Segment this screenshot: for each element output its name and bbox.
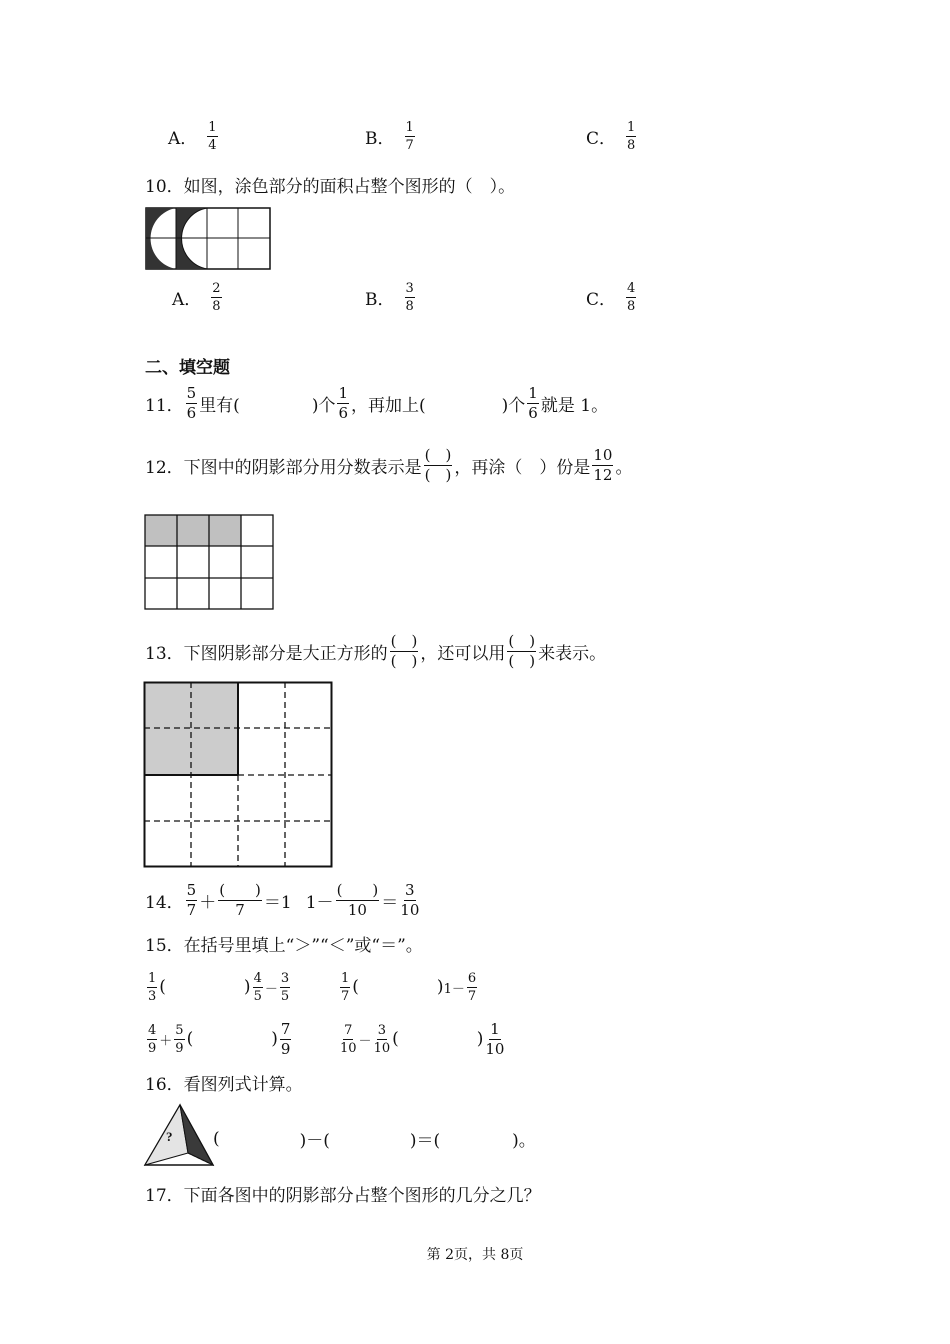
q9-option-c-fraction: $\frac{1}{8}$ [627, 120, 636, 153]
q15-question: 15．在括号里填上“＞”“＜”或“＝”。 [145, 936, 423, 956]
q12-target-fraction: $\frac{10}{12}$ [593, 445, 613, 484]
q10-option-a-fraction: $\frac{2}{8}$ [212, 281, 221, 314]
q16-expression: ( )－( )＝( )。 [213, 1128, 536, 1151]
q16-question: 16．看图列式计算。 [145, 1075, 303, 1095]
q9-option-b-fraction: $\frac{1}{7}$ [405, 120, 414, 153]
q11-fraction-3: $\frac{1}{6}$ [528, 383, 538, 422]
q14-fraction-2: $\frac{3}{10}$ [400, 880, 420, 919]
q10-option-b-fraction: $\frac{3}{8}$ [405, 281, 414, 314]
q9-option-c: C． $\frac{1}{8}$ [586, 120, 636, 153]
q16-triangle-figure [143, 1103, 217, 1167]
q9-option-b: B． $\frac{1}{7}$ [365, 120, 414, 153]
q11-fraction-2: $\frac{1}{6}$ [338, 383, 349, 422]
q11-question: 11． $\frac{5}{6}$ 里有( )个 $\frac{1}{6}$ ，再加上( )个 $\frac{1}{6}$ 就是 1。 [145, 383, 609, 422]
q14-blank-2: $\frac{( )}{10}$ [336, 880, 379, 919]
q11-fraction-1: $\frac{5}{6}$ [186, 383, 197, 422]
q13-square-figure [143, 681, 335, 870]
q16-question-mark: ? [166, 1129, 173, 1144]
q10-option-c-fraction: $\frac{4}{8}$ [627, 281, 636, 314]
q15-row1-right: $\frac{1}{7}$ ( ) 1－ $\frac{6}{7}$ [341, 970, 477, 1004]
q10-option-c: C． $\frac{4}{8}$ [586, 281, 636, 314]
q13-answer-blank-1: $\frac{( )}{( )}$ [390, 631, 418, 670]
q13-question: 13．下图阴影部分是大正方形的 $\frac{( )}{( )}$ ，还可以用 $\frac{( )}{( )}$ 来表示。 [145, 631, 607, 670]
page-footer: 第 2页，共 8页 [426, 1247, 524, 1263]
q9-option-a-fraction: $\frac{1}{4}$ [208, 120, 217, 153]
q14-blank-1: $\frac{( )}{7}$ [219, 880, 261, 919]
q12-grid-figure [144, 514, 276, 612]
q15-row2-right: $\frac{7}{10}$ － $\frac{3}{10}$ ( ) $\frac{1}{10}$ [340, 1019, 505, 1058]
q15-row1-left: $\frac{1}{3}$ ( ) $\frac{4}{5}$ － $\frac{3}{5}$ [148, 970, 290, 1004]
q10-figure [145, 207, 273, 271]
q14-fraction-1: $\frac{5}{7}$ [186, 880, 197, 919]
q17-question: 17．下面各图中的阴影部分占整个图形的几分之几？ [145, 1186, 541, 1206]
q10-option-a: A． $\frac{2}{8}$ [172, 281, 221, 314]
q9-option-a: A． $\frac{1}{4}$ [168, 120, 217, 153]
q13-answer-blank-2: $\frac{( )}{( )}$ [508, 631, 536, 670]
q10-question: 10．如图，涂色部分的面积占整个图形的（ ）。 [145, 177, 516, 197]
q15-row2-left: $\frac{4}{9}$ ＋ $\frac{5}{9}$ ( ) $\frac{7}{9}$ [148, 1019, 291, 1058]
section-title: 二、填空题 [145, 358, 230, 378]
q12-answer-blank: $\frac{( )}{( )}$ [424, 445, 452, 484]
q12-question: 12．下图中的阴影部分用分数表示是 $\frac{( )}{( )}$ ，再涂（ ）份是 $\frac{10}{12}$ 。 [145, 445, 633, 484]
q10-option-b: B． $\frac{3}{8}$ [365, 281, 414, 314]
q14-question: 14． $\frac{5}{7}$ ＋ $\frac{( )}{7}$ ＝1 1－ $\frac{( )}{10}$ ＝ $\frac{3}{10}$ [145, 880, 420, 919]
